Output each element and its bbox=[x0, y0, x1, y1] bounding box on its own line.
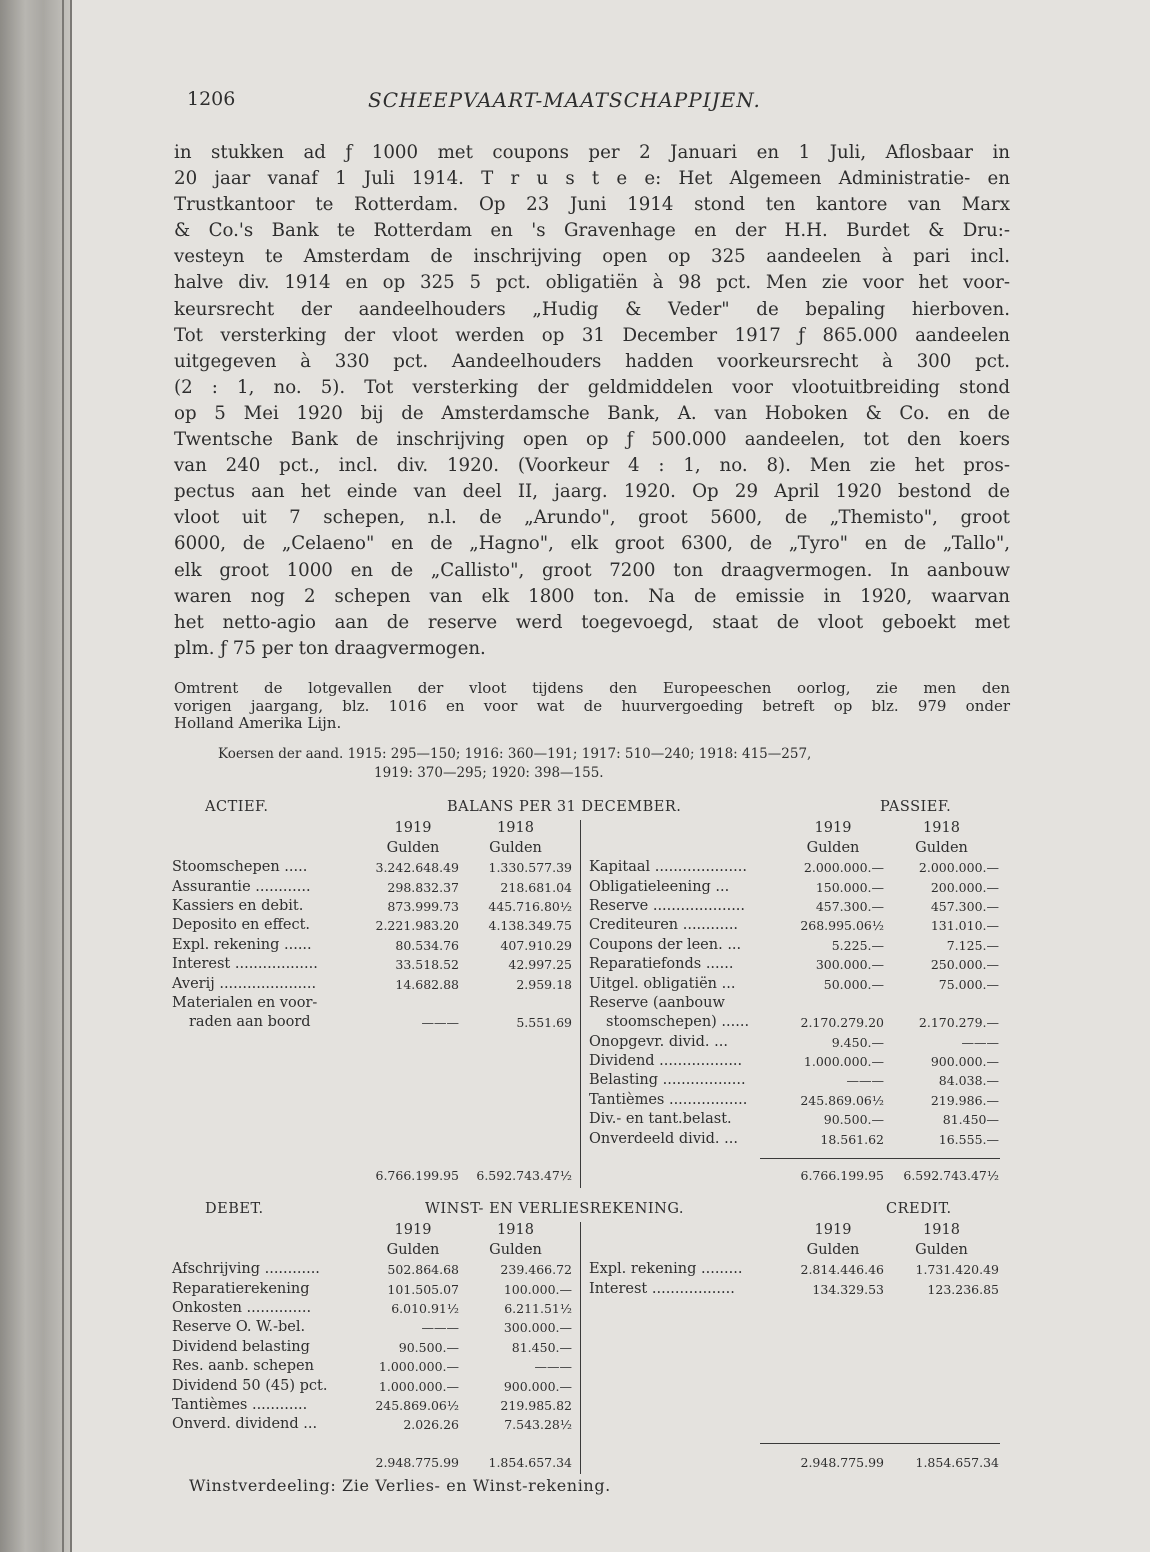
total-1919: 2.948.775.99 bbox=[800, 1455, 884, 1471]
value-1918: 445.716.80½ bbox=[488, 898, 572, 914]
value-1919: ——— bbox=[846, 1073, 884, 1089]
value-1919: 268.995.06½ bbox=[800, 918, 884, 934]
table-row bbox=[589, 915, 999, 934]
total-rule bbox=[760, 1158, 1000, 1159]
text-line: Holland Amerika Lijn. bbox=[174, 714, 342, 732]
table-row bbox=[172, 1259, 572, 1278]
table-row bbox=[172, 1298, 572, 1317]
value-1918 bbox=[459, 993, 572, 1012]
table-row bbox=[172, 1414, 572, 1433]
value-1919: 2.026.26 bbox=[403, 1417, 459, 1433]
table-row bbox=[172, 973, 572, 992]
value-1918: 6.211.51½ bbox=[504, 1300, 572, 1316]
table-row bbox=[589, 876, 999, 895]
value-1919: 2.221.983.20 bbox=[375, 918, 459, 934]
value-1919: 90.500.— bbox=[823, 1112, 884, 1128]
row-label: Crediteuren ............ bbox=[589, 917, 739, 934]
year-header: 1918 bbox=[497, 1222, 534, 1239]
value-1918: 407.910.29 bbox=[500, 937, 572, 953]
value-1918: 300.000.— bbox=[503, 1320, 572, 1336]
debet-total-table bbox=[1, 1452, 572, 1471]
winst-heading: WINST- EN VERLIESREKENING. bbox=[425, 1201, 684, 1217]
unit-header: Gulden bbox=[489, 839, 542, 856]
passief-total-table bbox=[589, 1165, 999, 1184]
unit-header: Gulden bbox=[806, 839, 860, 856]
table-row bbox=[589, 1089, 999, 1108]
row-label: Deposito en effect. bbox=[172, 917, 311, 934]
value-1919: 1.000.000.— bbox=[803, 1054, 884, 1070]
unit-header: Gulden bbox=[806, 1241, 860, 1258]
row-label: Onkosten .............. bbox=[172, 1299, 312, 1316]
unit-header: Gulden bbox=[489, 1241, 542, 1258]
row-label: Div.- en tant.belast. bbox=[589, 1111, 732, 1128]
value-1919: 1.000.000.— bbox=[378, 1359, 459, 1375]
credit-table bbox=[589, 1220, 999, 1298]
value-1919: 90.500.— bbox=[398, 1339, 459, 1355]
table-row bbox=[172, 1317, 572, 1336]
gutter-edge bbox=[62, 0, 64, 1552]
table-row bbox=[589, 896, 999, 915]
text-line: waren nog 2 schepen van elk 1800 ton. Na de emissie in 1920, waarvan bbox=[174, 585, 1010, 607]
value-1919: 14.682.88 bbox=[395, 976, 459, 992]
year-header: 1919 bbox=[394, 820, 432, 837]
year-header: 1919 bbox=[814, 820, 852, 837]
row-label: Interest .................. bbox=[589, 1280, 735, 1297]
row-label: Stoomschepen ..... bbox=[172, 859, 308, 876]
value-1919 bbox=[782, 993, 884, 1012]
value-1918: 219.986.— bbox=[930, 1092, 999, 1108]
row-label: Coupons der leen. ... bbox=[589, 936, 742, 953]
row-label: Interest .................. bbox=[172, 956, 318, 973]
actief-total-table bbox=[1, 1165, 572, 1184]
value-1918: ——— bbox=[534, 1359, 572, 1375]
table-row bbox=[172, 1356, 572, 1375]
value-1919: 300.000.— bbox=[815, 957, 884, 973]
row-label: Averij ..................... bbox=[172, 975, 317, 992]
table-row bbox=[172, 1012, 572, 1031]
value-1918: 218.681.04 bbox=[500, 879, 572, 895]
credit-heading: CREDIT. bbox=[886, 1201, 952, 1217]
total-row bbox=[1, 1452, 572, 1471]
total-1919: 2.948.775.99 bbox=[375, 1455, 459, 1471]
text-line: het netto-agio aan de reserve werd toegevoegd, staat de vloot geboekt met bbox=[174, 611, 1010, 633]
value-1918: 1.731.420.49 bbox=[915, 1262, 999, 1278]
table-row bbox=[589, 1278, 999, 1297]
unit-header: Gulden bbox=[915, 1241, 968, 1258]
value-1918: 81.450— bbox=[942, 1112, 999, 1128]
total-row bbox=[589, 1452, 999, 1471]
value-1919: ——— bbox=[421, 1015, 459, 1031]
text-line: in stukken ad ƒ 1000 met coupons per 2 Januari en 1 Juli, Aflosbaar in bbox=[174, 142, 1010, 163]
actief-heading: ACTIEF. bbox=[205, 799, 269, 815]
credit-total-table bbox=[589, 1452, 999, 1471]
fleet-note-paragraph bbox=[174, 680, 1010, 733]
debet-table bbox=[172, 1220, 572, 1433]
value-1919 bbox=[367, 993, 459, 1012]
value-1919: 33.518.52 bbox=[395, 957, 459, 973]
page-header-title: SCHEEPVAART-MAATSCHAPPIJEN. bbox=[368, 88, 761, 112]
value-1919: 18.561.62 bbox=[820, 1131, 884, 1147]
value-1918: 900.000.— bbox=[503, 1378, 572, 1394]
table-row bbox=[589, 1259, 999, 1278]
table-row bbox=[589, 973, 999, 992]
value-1919: 298.832.37 bbox=[387, 879, 459, 895]
value-1918: 100.000.— bbox=[503, 1281, 572, 1297]
text-line: van 240 pct., incl. div. 1920. (Voorkeur 4 : 1, no. 8). Men zie het pros- bbox=[174, 455, 1010, 477]
value-1918: 457.300.— bbox=[930, 898, 999, 914]
row-label: Onverdeeld divid. ... bbox=[589, 1130, 738, 1147]
unit-header: Gulden bbox=[915, 839, 968, 856]
value-1918: 5.551.69 bbox=[516, 1015, 572, 1031]
value-1919: 502.864.68 bbox=[387, 1262, 459, 1278]
text-line: vloot uit 7 schepen, n.l. de „Arundo", groot 5600, de „Themisto", groot bbox=[174, 507, 1010, 529]
text-line: plm. ƒ 75 per ton draagvermogen. bbox=[174, 637, 486, 659]
row-label: Reserve (aanbouw bbox=[589, 994, 725, 1011]
text-line: uitgegeven à 330 pct. Aandeelhouders hadden voorkeursrecht à 300 pct. bbox=[174, 350, 1010, 372]
value-1919: 50.000.— bbox=[823, 976, 884, 992]
value-1918: 123.236.85 bbox=[927, 1281, 999, 1297]
value-1918: 4.138.349.75 bbox=[488, 918, 572, 934]
value-1919: 245.869.06½ bbox=[800, 1092, 884, 1108]
row-label: Reparatierekening bbox=[172, 1280, 310, 1297]
text-line: Twentsche Bank de inschrijving open op ƒ 500.000 aandeelen, tot den koers bbox=[174, 429, 1010, 451]
total-1919: 6.766.199.95 bbox=[375, 1168, 459, 1184]
value-1918: 900.000.— bbox=[930, 1054, 999, 1070]
debet-heading: DEBET. bbox=[205, 1201, 264, 1217]
footer-note: Winstverdeeling: Zie Verlies- en Winst-rekening. bbox=[189, 1476, 611, 1495]
total-1919: 6.766.199.95 bbox=[800, 1168, 884, 1184]
table-row bbox=[172, 1336, 572, 1355]
value-1919: 5.225.— bbox=[831, 937, 884, 953]
row-label: Expl. rekening ......... bbox=[589, 1261, 743, 1278]
table-row bbox=[589, 954, 999, 973]
koersen-line-1: Koersen der aand. 1915: 295—150; 1916: 360—191; 1917: 510—240; 1918: 415—257, bbox=[218, 746, 812, 762]
value-1919: 6.010.91½ bbox=[391, 1300, 459, 1316]
value-1919: 245.869.06½ bbox=[375, 1397, 459, 1413]
value-1919: 9.450.— bbox=[831, 1034, 884, 1050]
value-1918: 219.985.82 bbox=[500, 1397, 572, 1413]
text-line: & Co.'s Bank te Rotterdam en 's Gravenhage en der H.H. Burdet & Dru:- bbox=[174, 220, 1010, 242]
value-1918: 84.038.— bbox=[938, 1073, 999, 1089]
row-label: Reserve .................... bbox=[589, 897, 746, 914]
text-line: keursrecht der aandeelhouders „Hudig & Veder" de bepaling hierboven. bbox=[174, 298, 1010, 320]
row-label: Dividend 50 (45) pct. bbox=[172, 1377, 328, 1394]
value-1918: 75.000.— bbox=[938, 976, 999, 992]
row-label: Expl. rekening ...... bbox=[172, 936, 312, 953]
value-1919: 1.000.000.— bbox=[378, 1378, 459, 1394]
value-1918 bbox=[884, 993, 999, 1012]
column-divider bbox=[580, 1222, 581, 1474]
table-row bbox=[172, 876, 572, 895]
value-1918: 1.330.577.39 bbox=[488, 860, 572, 876]
main-paragraph bbox=[174, 140, 1010, 662]
balans-heading: BALANS PER 31 DECEMBER. bbox=[447, 799, 682, 815]
value-1918: 239.466.72 bbox=[500, 1262, 572, 1278]
total-rule bbox=[760, 1443, 1000, 1444]
row-label: Reparatiefonds ...... bbox=[589, 956, 734, 973]
unit-header: Gulden bbox=[386, 839, 440, 856]
table-row bbox=[589, 857, 999, 876]
value-1919: ——— bbox=[421, 1320, 459, 1336]
column-divider bbox=[580, 820, 581, 1188]
value-1918: 16.555.— bbox=[938, 1131, 999, 1147]
table-row bbox=[172, 993, 572, 1012]
row-label: Kapitaal .................... bbox=[589, 859, 747, 876]
text-line: 20 jaar vanaf 1 Juli 1914. T r u s t e e: Het Algemeen Administratie- en bbox=[174, 168, 1010, 190]
text-line: Tot versterking der vloot werden op 31 December 1917 ƒ 865.000 aandeelen bbox=[174, 324, 1010, 346]
year-header: 1919 bbox=[394, 1222, 432, 1239]
row-label: raden aan boord bbox=[189, 1014, 311, 1031]
value-1918: 7.543.28½ bbox=[504, 1417, 572, 1433]
row-label: Obligatieleening ... bbox=[589, 878, 730, 895]
page-number: 1206 bbox=[187, 88, 236, 110]
row-label: Kassiers en debit. bbox=[172, 897, 304, 914]
value-1918: 200.000.— bbox=[930, 879, 999, 895]
text-line: vorigen jaargang, blz. 1016 en voor wat de huurvergoeding betreft op blz. 979 onder bbox=[174, 696, 1010, 715]
row-label: Onopgevr. divid. ... bbox=[589, 1033, 728, 1050]
text-line: elk groot 1000 en de „Callisto", groot 7200 ton draagvermogen. In aanbouw bbox=[174, 559, 1010, 581]
value-1919: 457.300.— bbox=[815, 898, 884, 914]
row-label: stoomschepen) ...... bbox=[606, 1014, 750, 1031]
value-1919: 2.170.279.20 bbox=[800, 1015, 884, 1031]
value-1919: 134.329.53 bbox=[812, 1281, 884, 1297]
passief-heading: PASSIEF. bbox=[880, 799, 952, 815]
year-header: 1918 bbox=[923, 1222, 960, 1239]
table-row bbox=[589, 1128, 999, 1147]
row-label: Tantièmes ............ bbox=[172, 1396, 308, 1413]
value-1919: 873.999.73 bbox=[387, 898, 459, 914]
table-row bbox=[172, 1278, 572, 1297]
text-line: pectus aan het einde van deel II, jaarg. 1920. Op 29 April 1920 bestond de bbox=[174, 481, 1010, 503]
table-row bbox=[589, 1109, 999, 1128]
row-label: Dividend belasting bbox=[172, 1338, 310, 1355]
table-row bbox=[172, 1395, 572, 1414]
value-1919: 80.534.76 bbox=[395, 937, 459, 953]
text-line: op 5 Mei 1920 bij de Amsterdamsche Bank, A. van Hoboken & Co. en de bbox=[174, 402, 1010, 424]
row-label: Materialen en voor- bbox=[172, 994, 318, 1011]
value-1918: 2.959.18 bbox=[516, 976, 572, 992]
value-1918: 42.997.25 bbox=[508, 957, 572, 973]
value-1918: ——— bbox=[961, 1034, 999, 1050]
table-row bbox=[589, 934, 999, 953]
total-row bbox=[589, 1165, 999, 1184]
value-1919: 101.505.07 bbox=[387, 1281, 459, 1297]
value-1918: 131.010.— bbox=[930, 918, 999, 934]
year-header: 1919 bbox=[814, 1222, 852, 1239]
table-row bbox=[589, 1012, 999, 1031]
row-label: Tantièmes ................. bbox=[589, 1091, 748, 1108]
year-header: 1918 bbox=[497, 820, 534, 837]
text-line: halve div. 1914 en op 325 5 pct. obligatiën à 98 pct. Men zie voor het voor- bbox=[174, 272, 1010, 294]
total-1918: 1.854.657.34 bbox=[915, 1455, 999, 1471]
table-row bbox=[172, 934, 572, 953]
value-1918: 250.000.— bbox=[930, 957, 999, 973]
value-1919: 150.000.— bbox=[815, 879, 884, 895]
koersen-line-2: 1919: 370—295; 1920: 398—155. bbox=[374, 765, 604, 781]
table-row bbox=[589, 1051, 999, 1070]
table-row bbox=[172, 1375, 572, 1394]
table-row bbox=[172, 954, 572, 973]
row-label: Dividend .................. bbox=[589, 1053, 743, 1070]
table-row bbox=[589, 993, 999, 1012]
row-label: Assurantie ............ bbox=[172, 878, 311, 895]
text-line: 6000, de „Celaeno" en de „Hagno", elk groot 6300, de „Tyro" en de „Tallo", bbox=[174, 533, 1010, 555]
total-1918: 6.592.743.47½ bbox=[476, 1168, 572, 1184]
actief-table bbox=[172, 818, 572, 1031]
table-row bbox=[172, 915, 572, 934]
value-1919: 3.242.648.49 bbox=[375, 860, 459, 876]
text-line: (2 : 1, no. 5). Tot versterking der geldmiddelen voor vlootuitbreiding stond bbox=[174, 376, 1010, 398]
row-label: Belasting .................. bbox=[589, 1072, 746, 1089]
row-label: Reserve O. W.-bel. bbox=[172, 1319, 306, 1336]
unit-header: Gulden bbox=[386, 1241, 440, 1258]
total-1918: 6.592.743.47½ bbox=[903, 1168, 999, 1184]
text-line: Trustkantoor te Rotterdam. Op 23 Juni 1914 stond ten kantore van Marx bbox=[174, 194, 1010, 216]
value-1918: 2.000.000.— bbox=[918, 860, 999, 876]
row-label: Uitgel. obligatiën ... bbox=[589, 975, 736, 992]
value-1918: 7.125.— bbox=[946, 937, 999, 953]
text-line: Omtrent de lotgevallen der vloot tijdens den Europeeschen oorlog, zie men den bbox=[174, 679, 1010, 697]
total-row bbox=[1, 1165, 572, 1184]
table-row bbox=[172, 857, 572, 876]
value-1919: 2.000.000.— bbox=[803, 860, 884, 876]
value-1918: 81.450.— bbox=[511, 1339, 572, 1355]
total-1918: 1.854.657.34 bbox=[488, 1455, 572, 1471]
value-1918: 2.170.279.— bbox=[918, 1015, 999, 1031]
passief-table bbox=[589, 818, 999, 1148]
table-row bbox=[172, 896, 572, 915]
row-label: Res. aanb. schepen bbox=[172, 1358, 314, 1375]
year-header: 1918 bbox=[923, 820, 960, 837]
table-row bbox=[589, 1070, 999, 1089]
table-row bbox=[589, 1031, 999, 1050]
row-label: Onverd. dividend ... bbox=[172, 1416, 318, 1433]
row-label: Afschrijving ............ bbox=[172, 1261, 320, 1278]
value-1919: 2.814.446.46 bbox=[800, 1262, 884, 1278]
text-line: vesteyn te Amsterdam de inschrijving open op 325 aandeelen à pari incl. bbox=[174, 246, 1010, 268]
